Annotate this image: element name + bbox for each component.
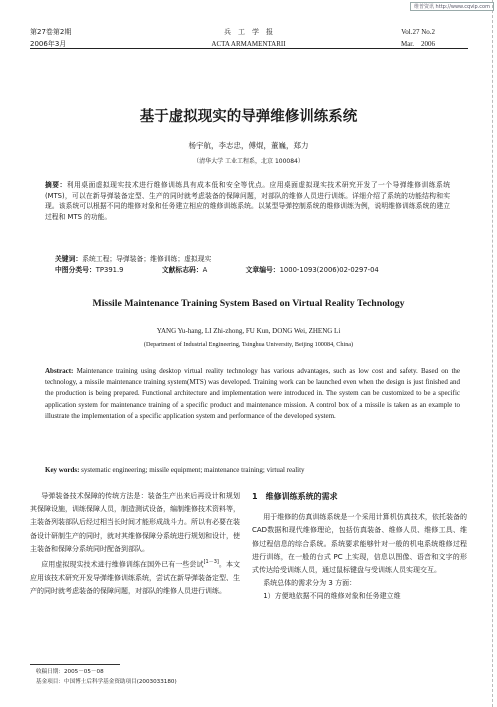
paper-title-en: Missile Maintenance Training System Based on Virtual Reality Technology [92, 298, 405, 309]
abstract-en-label: Abstract: [45, 367, 74, 375]
body-text: 。本文应用该技术研究开发导弹维修训练系统，尝试在新导弹装备定型、生产的同时就考虑装备的保障问题，对部队的维修人员进行训练。 [30, 560, 241, 595]
body-paragraph: 导弹装备技术保障的传统方法是：装备生产出来后再设计和规划其保障设施，训练保障人员，制造测试设备，编制维修技术资料等，主装备列装部队后经过相当长时间才能形成战斗力。所以有必要在装备设计研制生产的同时，就对其维修保障分系统进行规划和设计，使主装备和保障分系统同时配备到部队。 [30, 492, 240, 553]
issue-date-cn: 2006年3月 [30, 40, 67, 48]
body-paragraph: 用于维修的仿真训练系统是一个采用计算机仿真技术，依托装备的CAD数据和现代维修理论，包括仿真装备、维修人员、维修工具、维修过程信息的综合系统。系统要求能够针对一般的机电系统维修过程进行训练，在一般的台式 PC 上实现，信息以图像、语音和文字的形式传达给受训练人员，通过鼠标键盘与受训练人员实现交互。 [252, 513, 467, 575]
watermark[interactable]: 维普资讯 http://www.cqvip.com [410, 2, 494, 11]
section-heading: 1 维修训练系统的需求 [252, 492, 338, 501]
body-text: 应用虚拟现实技术进行维修训练在国外已有一些尝试 [41, 560, 204, 569]
authors-en: YANG Yu-hang, LI Zhi-zhong, FU Kun, DONG Wei, ZHENG Li [156, 327, 341, 335]
keywords-en [45, 466, 460, 474]
body-paragraph: 系统总体的需求分为 3 方面： [263, 579, 357, 588]
keywords-cn-label: 关键词： [55, 255, 83, 263]
doc-code-label: 文献标志码： [161, 266, 203, 274]
abstract-cn-label: 摘要： [45, 181, 67, 189]
issue-date-en: Mar. 2006 [400, 40, 435, 48]
volume-issue-en: Vol.27 No.2 [401, 28, 435, 36]
journal-name-cn: 兵 工 学 报 [224, 28, 273, 36]
abstract-en-text: Maintenance training using desktop virtual reality technology has various advantages, such as low cost and safety. Based on the technology, a missile maintenance training system(MTS) was developed. Training work can be launched even when the design is just finished and the production is being prepared. Functional architecture and implementation were introduced in. The system can be customized to be a specific application system for maintenance training of a specific product and maintenance mission. A control box of a missile is taken as an example to illustrate the implementation of a specific application system and performance of the developed system. [45, 367, 460, 420]
footnote-received: 收稿日期：2005－05－08 [36, 669, 104, 675]
article-number-label: 文章编号： [245, 266, 280, 274]
classification-row [55, 264, 379, 274]
paper-title: 基于虚拟现实的导弹维修训练系统 [139, 109, 358, 125]
header-rule [30, 48, 468, 49]
body-left-column [30, 490, 240, 598]
keywords-cn-text: 系统工程；导弹装备；维修训练；虚拟现实 [82, 255, 212, 263]
clc-label: 中图分类号： [55, 266, 96, 274]
clc-value: TP391.9 [95, 266, 124, 274]
abstract-cn [45, 180, 450, 222]
keywords-cn [55, 253, 211, 263]
abstract-cn-text: 利用桌面虚拟现实技术进行维修训练具有成本低和安全等优点。应用桌面虚拟现实技术研究开发了一个导弹维修训练系统(MTS)，可以在新导弹装备定型、生产的同时就考虑装备的保障问题，对部队的维修人员进行训练。详细介绍了系统的功能结构和实现。该系统可以根据不同的维修对象和任务建立相应的维修训练系统。以某型导弹控制系统的维修训练为例，说明维修训练系统的建立过程和 MTS 的功能。 [45, 181, 451, 221]
volume-info-en [401, 28, 435, 49]
body-right-column [252, 490, 467, 604]
footnote-fund: 基金项目：中国博士后科学基金资助项目(2003033180) [36, 679, 177, 685]
abstract-en [45, 366, 460, 422]
body-paragraph [30, 556, 240, 598]
journal-name-en: ACTA ARMAMENTARII [211, 40, 286, 48]
citation-ref: [1－3] [203, 559, 219, 566]
authors: 杨宇航，李志忠，傅焜，董巍，郑力 [188, 141, 309, 150]
volume-issue-cn: 第27卷第2期 [30, 28, 72, 36]
affiliation: （清华大学 工业工程系，北京 100084） [193, 158, 304, 165]
body-paragraph: 1）方便地依据不同的维修对象和任务建立维 [263, 592, 401, 601]
keywords-en-text: systematic engineering; missile equipment; maintenance training; virtual reality [81, 466, 305, 474]
footnote-rule [30, 664, 120, 665]
affiliation-en: (Department of Industrial Engineering, Tsinghua University, Beijing 100084, China) [143, 341, 354, 348]
keywords-en-label: Key words: [45, 466, 80, 474]
doc-code-value: A [202, 266, 208, 274]
article-number-value: 1000-1093(2006)02-0297-04 [279, 266, 379, 274]
